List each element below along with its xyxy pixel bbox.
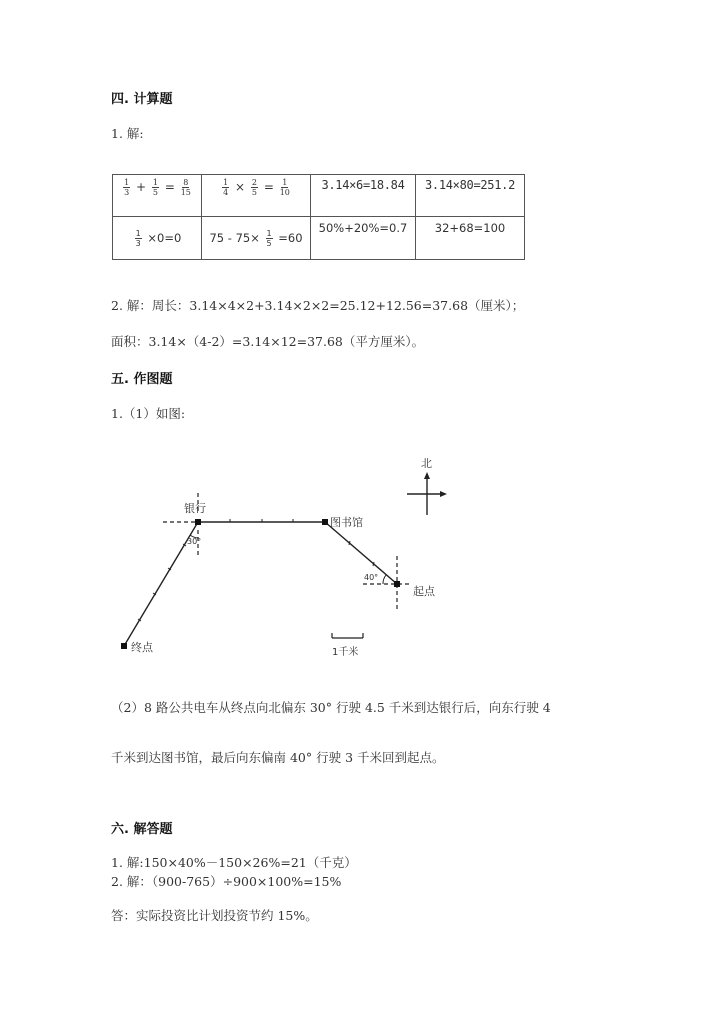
fraction: $\frac{1}{5}$ <box>266 228 272 248</box>
section-4-q1-label: 1. 解: <box>111 126 144 141</box>
section-6-q1: 1. 解:150×40%－150×26%=21（千克） <box>111 855 357 870</box>
section-5-q1-label: 1.（1）如图: <box>111 406 186 421</box>
table-cell: 32+68=100 <box>416 217 525 260</box>
north-arrow-icon <box>407 476 444 515</box>
fraction: $\frac{1}{10}$ <box>279 178 290 197</box>
scale-label: 1千米 <box>332 647 359 658</box>
angle-arc <box>383 575 386 584</box>
fraction: $\frac{2}{5}$ <box>251 178 257 197</box>
angle-label-bank: 30° <box>187 537 202 546</box>
section-5-q1-part2-line1: （2）8 路公共电车从终点向北偏东 30° 行驶 4.5 千米到达银行后，向东行驶 4 <box>111 700 551 715</box>
section-6-answer: 答：实际投资比计划投资节约 15%。 <box>111 908 318 923</box>
fraction: $\frac{1}{3}$ <box>135 228 141 248</box>
section-5-title: 五. 作图题 <box>111 372 173 387</box>
fraction: $\frac{1}{5}$ <box>152 178 158 197</box>
north-label: 北 <box>421 457 432 470</box>
table-cell: 3.14×80=251.2 <box>416 175 525 217</box>
section-5-q1-part2-line2: 千米到达图书馆，最后向东偏南 40° 行驶 3 千米回到起点。 <box>111 750 445 765</box>
section-4-q2-line1: 2. 解：周长：3.14×4×2+3.14×2×2=25.12+12.56=37.68（厘米）； <box>111 298 525 313</box>
library-point <box>322 519 328 525</box>
section-4-title: 四. 计算题 <box>111 92 173 107</box>
table-cell: $\frac{1}{4}$ × $\frac{2}{5}$ = $\frac{1}{10}$ <box>202 175 311 217</box>
table-cell: $\frac{1}{3}$ ×0=0 <box>113 217 202 260</box>
end-label: 终点 <box>131 641 153 654</box>
section-6-q2: 2. 解：（900-765）÷900×100%=15% <box>111 874 342 889</box>
library-label: 图书馆 <box>330 516 363 529</box>
scale-bar <box>332 633 363 638</box>
section-4-q2-line2: 面积：3.14×（4-2）=3.14×12=37.68（平方厘米）。 <box>111 334 425 349</box>
table-cell: 50%+20%=0.7 <box>311 217 416 260</box>
start-label: 起点 <box>413 585 435 598</box>
bank-point <box>195 519 201 525</box>
section-6-title: 六. 解答题 <box>111 822 173 837</box>
start-point <box>394 581 400 587</box>
end-point <box>121 643 127 649</box>
angle-label-start: 40° <box>364 573 379 582</box>
fraction: $\frac{1}{4}$ <box>223 178 229 197</box>
bank-label: 银行 <box>184 502 206 515</box>
table-cell: 3.14×6=18.84 <box>311 175 416 217</box>
table-cell: 75 - 75× $\frac{1}{5}$ =60 <box>202 217 311 260</box>
fraction: $\frac{8}{15}$ <box>180 178 191 197</box>
fraction: $\frac{1}{3}$ <box>124 178 130 197</box>
table-cell: $\frac{1}{3}$ + $\frac{1}{5}$ = $\frac{8}{15}$ <box>113 175 202 217</box>
